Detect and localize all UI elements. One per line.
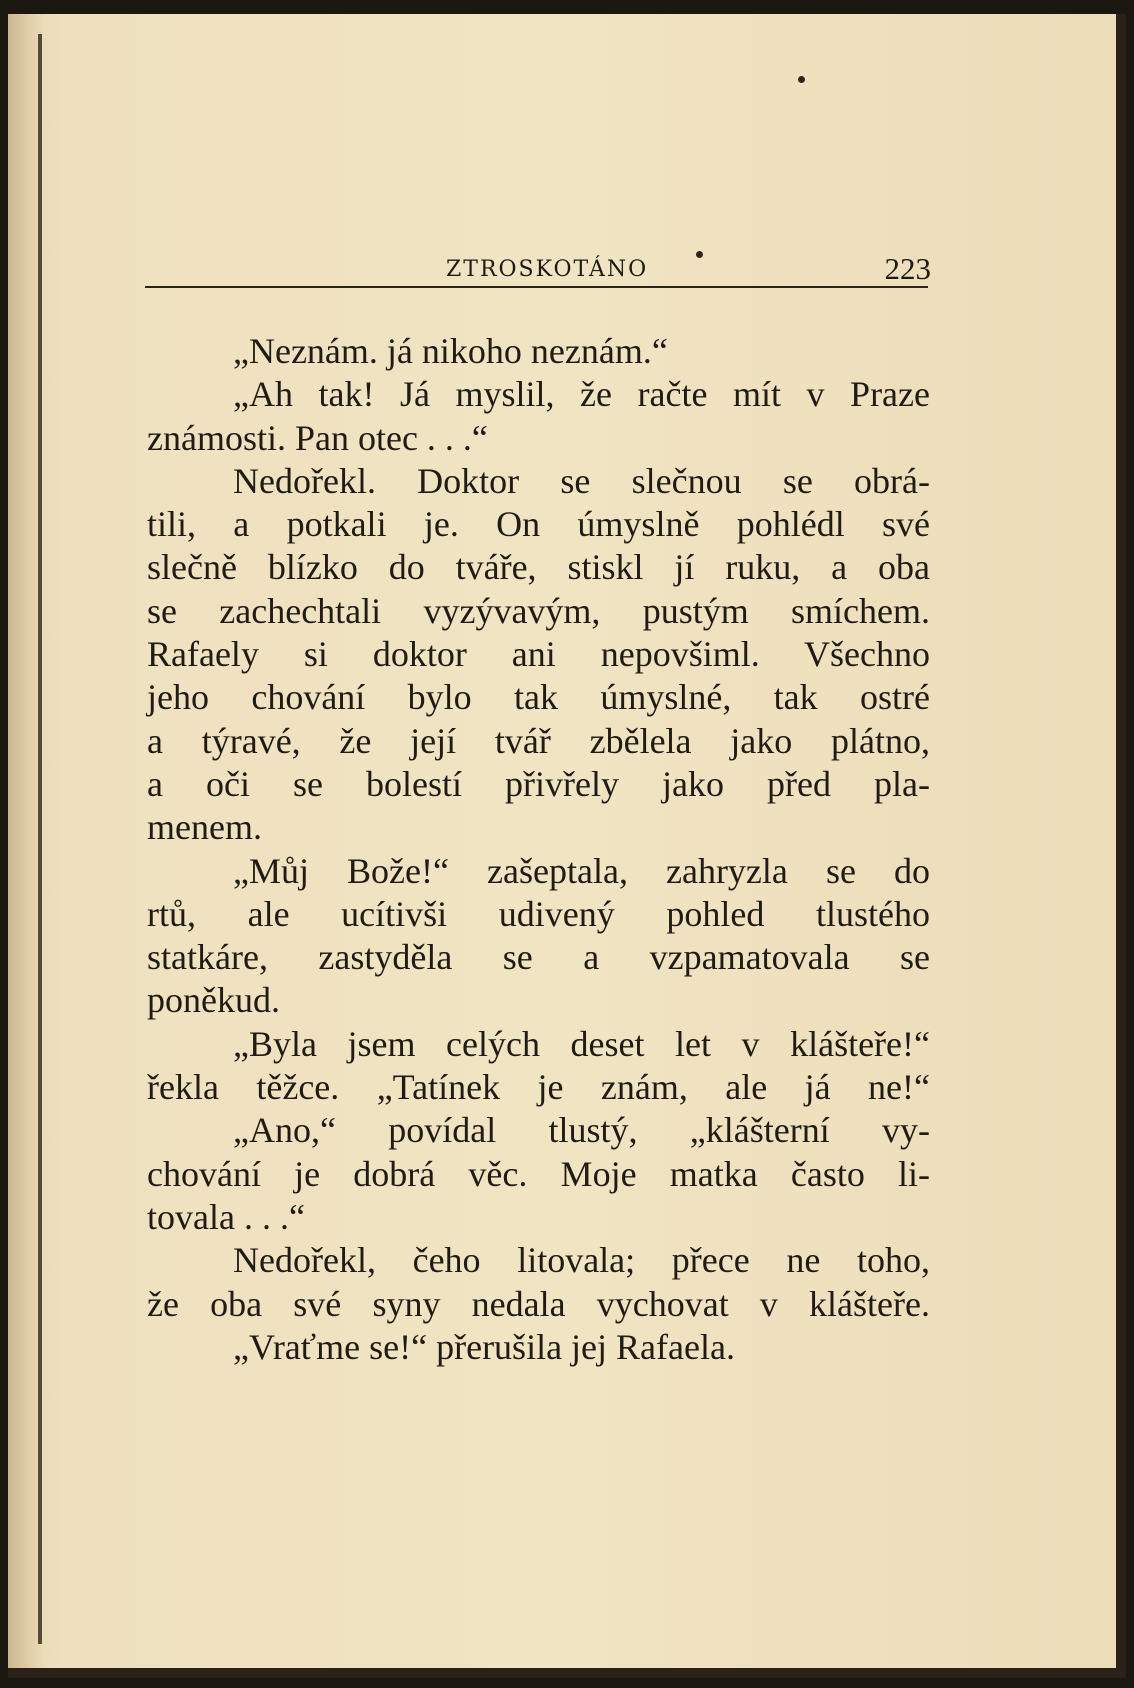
text-line: „Byla jsem celých deset let v klášteře!“ — [233, 1023, 930, 1064]
text-line: chování je dobrá věc. Moje matka často li- — [147, 1153, 930, 1194]
text-line: a oči se bolestí přivřely jako před pla- — [147, 763, 930, 804]
page-right-edge — [1116, 14, 1126, 1678]
text-line: Rafaely si doktor ani nepovšiml. Všechno — [147, 634, 930, 675]
text-line: poněkud. — [147, 980, 280, 1021]
text-line: menem. — [147, 807, 262, 848]
page-number: 223 — [884, 251, 931, 286]
text-line: „Neznám. já nikoho neznám.“ — [233, 331, 668, 371]
text-line: „Můj Bože!“ zašeptala, zahryzla se do — [233, 850, 930, 891]
text-line: „Ah tak! Já myslil, že račte mít v Praze — [233, 374, 930, 415]
page-bottom-edge — [8, 1668, 1126, 1678]
text-line: tili, a potkali je. On úmyslně pohlédl své — [147, 504, 930, 545]
running-header — [146, 249, 931, 289]
text-line: „Vraťme se!“ přerušila jej Rafaela. — [233, 1326, 735, 1367]
text-line: Nedořekl, čeho litovala; přece ne toho, — [233, 1240, 930, 1281]
running-title: ZTROSKOTÁNO — [446, 257, 649, 282]
text-line: „Ano,“ povídal tlustý, „klášterní vy- — [233, 1110, 930, 1151]
text-line: Nedořekl. Doktor se slečnou se obrá- — [233, 460, 930, 501]
text-line: jeho chování bylo tak úmyslné, tak ostré — [147, 677, 930, 718]
text-line: řekla těžce. „Tatínek je znám, ale já ne!“ — [147, 1067, 930, 1108]
text-line: rtů, ale ucítivši udivený pohled tlustého — [147, 893, 930, 934]
text-line: a týravé, že její tvář zbělela jako plátno, — [147, 720, 930, 761]
text-line: tovala . . .“ — [147, 1196, 305, 1237]
body-text — [147, 330, 930, 1369]
header-ornament-dot — [696, 251, 703, 258]
ink-speck — [798, 76, 805, 83]
text-line: se zachechtali vyzývavým, pustým smíchem. — [147, 590, 930, 631]
text-line: že oba své syny nedala vychovat v klášteře. — [147, 1283, 930, 1324]
text-line: známosti. Pan otec . . .“ — [147, 417, 488, 458]
binding-edge — [38, 34, 42, 1644]
text-line: slečně blízko do tváře, stiskl jí ruku, a oba — [147, 547, 930, 588]
header-rule — [145, 286, 928, 288]
text-line: statkáre, zastyděla se a vzpamatovala se — [147, 937, 930, 978]
